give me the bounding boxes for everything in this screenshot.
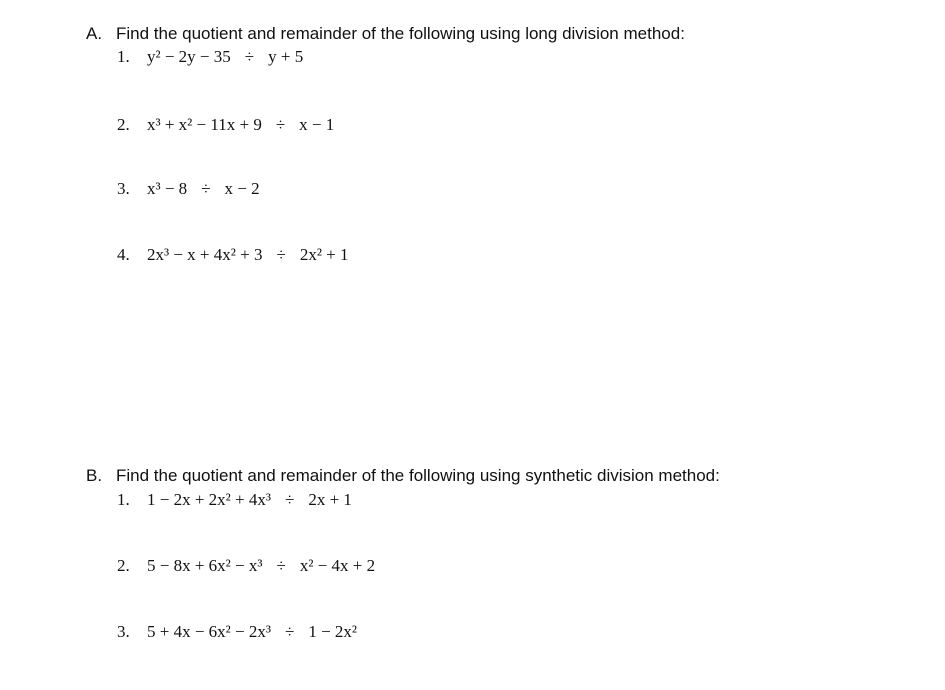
section-a-problem-2 [117,115,334,135]
section-a-title: Find the quotient and remainder of the following using long division method: [116,24,685,43]
divide-sign: ÷ [244,47,255,66]
problem-dividend: 1 − 2x + 2x² + 4x³ [147,490,271,509]
divide-sign: ÷ [201,179,211,198]
problem-dividend: 2x³ − x + 4x² + 3 [147,245,263,264]
section-a-letter: A. [86,24,103,43]
divide-sign: ÷ [275,115,286,134]
problem-dividend: x³ + x² − 11x + 9 [147,115,262,134]
problem-divisor: 2x² + 1 [299,245,349,264]
divide-sign: ÷ [284,622,295,641]
section-b-problem-3 [117,622,357,642]
divide-sign: ÷ [276,556,286,575]
section-b-problem-1 [117,490,352,510]
problem-dividend: 5 − 8x + 6x² − x³ [147,556,263,575]
section-b-problem-2 [117,556,375,576]
section-a-problem-1 [117,47,303,67]
problem-divisor: x² − 4x + 2 [299,556,376,575]
divide-sign: ÷ [276,245,286,264]
section-b-heading [86,466,720,486]
problem-dividend: x³ − 8 [147,179,188,198]
section-a-problem-3 [117,179,260,199]
section-b-letter: B. [86,466,103,485]
problem-divisor: x − 2 [224,179,260,198]
problem-dividend: 5 + 4x − 6x² − 2x³ [147,622,271,641]
problem-dividend: y² − 2y − 35 [147,47,231,66]
problem-divisor: y + 5 [268,47,304,66]
problem-number: 4. [117,245,130,264]
problem-number: 3. [117,622,130,641]
section-b-title: Find the quotient and remainder of the following using synthetic division method: [116,466,720,485]
problem-divisor: 2x + 1 [308,490,352,509]
divide-sign: ÷ [284,490,295,509]
problem-number: 3. [117,179,130,198]
problem-number: 1. [117,47,130,66]
problem-number: 2. [117,556,130,575]
section-a-heading [86,24,685,44]
problem-divisor: x − 1 [299,115,335,134]
problem-number: 1. [117,490,130,509]
section-a-problem-4 [117,245,349,265]
problem-number: 2. [117,115,130,134]
problem-divisor: 1 − 2x² [308,622,357,641]
